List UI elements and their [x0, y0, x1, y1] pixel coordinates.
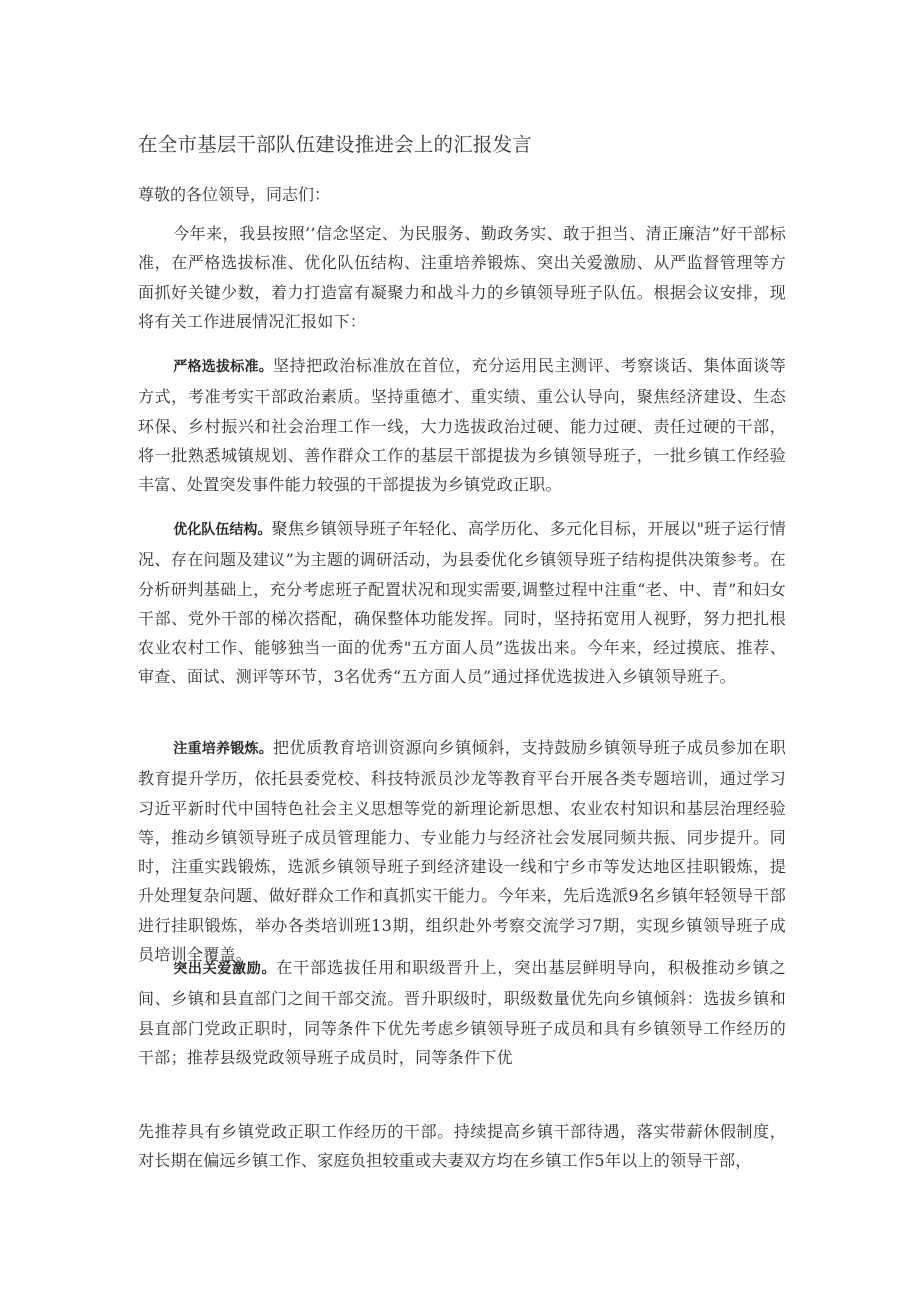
section-body: 聚焦乡镇领导班子年轻化、高学历化、多元化目标，开展以"班子运行情况、存在问题及建议”为主题的调研活动，为县委优化乡镇领导班子结构提供决策参考。在分析研判基础上，充分考虑班子配置状况和现实需要,调整过程中注重“老、中、青”和妇女干部、党外干部的梯次搭配，确保整体功能发挥。同时，坚持拓宽用人视野，努力把扎根农业农村工作、能够独当一面的优秀"五方面人员”选拔出来。今年来，经过摸底、推荐、审查、面试、测评等环节，3名优秀“五方面人员”通过择优选拔进入乡镇领导班子。 — [138, 519, 786, 687]
section-paragraph-team-structure — [138, 514, 786, 692]
intro-paragraph: 今年来，我县按照’’信念坚定、为民服务、勤政务实、敢于担当、清正廉洁”好干部标准，在严格选拔标准、优化队伍结构、注重培养锻炼、突出关爱激励、从严监督管理等方面抓好关键少数，着力打造富有凝聚力和战斗力的乡镇领导班子队伍。根据会议安排，现将有关工作进展情况汇报如下： — [138, 224, 786, 331]
section-body: 在干部选拔任用和职级晋升上，突出基层鲜明导向，积极推动乡镇之间、乡镇和县直部门之间干部交流。晋升职级时，职级数量优先向乡镇倾斜：选拔乡镇和县直部门党政正职时，同等条件下优先考虑乡镇领导班子成员和具有乡镇领导工作经历的干部；推荐县级党政领导班子成员时，同等条件下优 — [138, 958, 786, 1067]
section-heading: 突出关爱激励。 — [173, 961, 277, 977]
section-paragraph-training — [138, 733, 786, 969]
section-body: 把优质教育培训资源向乡镇倾斜，支持鼓励乡镇领导班子成员参加在职教育提升学历，依托县委党校、科技特派员沙龙等教育平台开展各类专题培训，通过学习习近平新时代中国特色社会主义思想等党的新理论新思想、农业农村知识和基层治理经验等，推动乡镇领导班子成员管理能力、专业能力与经济社会发展同频共振、同步提升。同时，注重实践锻炼，选派乡镇领导班子到经济建设一线和宁乡市等发达地区挂职锻炼，提升处理复杂问题、做好群众工作和真抓实干能力。今年来，先后选派9名乡镇年轻领导干部进行挂职锻炼，举办各类培训班13期，组织赴外考察交流学习7期，实现乡镇领导班子成员培训全覆盖。 — [138, 738, 786, 965]
continuation-paragraph: 先推荐具有乡镇党政正职工作经历的干部。持续提高乡镇干部待遇，落实带薪休假制度，对长期在偏远乡镇工作、家庭负担较重或夫妻双方均在乡镇工作5年以上的领导干部， — [138, 1122, 786, 1171]
section-heading: 严格选拔标准。 — [173, 359, 273, 375]
section-paragraph-care-incentives — [138, 953, 786, 1072]
section-heading: 注重培养锻炼。 — [173, 741, 273, 757]
section-paragraph-selection-standards — [138, 351, 786, 499]
document-title: 在全市基层干部队伍建设推进会上的汇报发言 — [138, 133, 533, 156]
salutation: 尊敬的各位领导，同志们： — [138, 185, 331, 204]
section-body: 坚持把政治标准放在首位，充分运用民主测评、考察谈话、集体面谈等方式，考准考实干部政治素质。坚持重德才、重实绩、重公认导向，聚焦经济建设、生态环保、乡村振兴和社会治理工作一线，大力选拔政治过硬、能力过硬、责任过硬的干部，将一批熟悉城镇规划、善作群众工作的基层干部提拔为乡镇领导班子，一批乡镇工作经验丰富、处置突发事件能力较强的干部提拔为乡镇党政正职。 — [138, 356, 786, 495]
section-heading: 优化队伍结构。 — [173, 522, 272, 538]
